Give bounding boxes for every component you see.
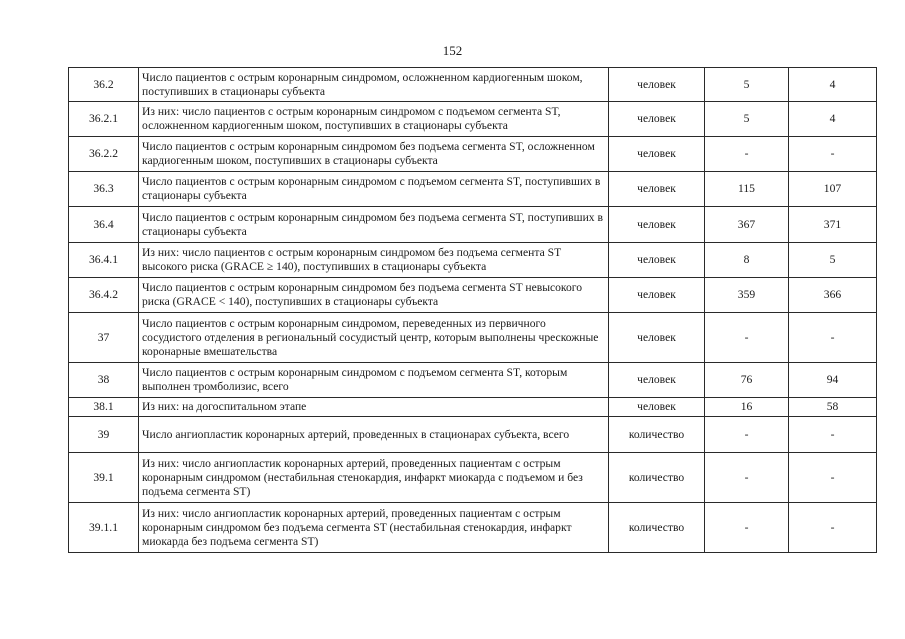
- row-value-2: -: [789, 503, 877, 553]
- row-description: Число пациентов с острым коронарным синдромом без подъема сегмента ST невысокого риска (GRACE < 140), поступивших в стационары субъекта: [139, 278, 609, 313]
- row-code: 39: [69, 417, 139, 453]
- row-unit: количество: [609, 453, 705, 503]
- row-code: 36.4: [69, 207, 139, 243]
- row-value-1: -: [705, 503, 789, 553]
- row-description: Из них: на догоспитальном этапе: [139, 398, 609, 417]
- row-unit: человек: [609, 313, 705, 363]
- row-value-1: 8: [705, 243, 789, 278]
- row-value-2: -: [789, 137, 877, 172]
- row-unit: количество: [609, 503, 705, 553]
- row-code: 36.2: [69, 68, 139, 102]
- row-code: 36.4.1: [69, 243, 139, 278]
- row-code: 36.2.2: [69, 137, 139, 172]
- row-value-1: 115: [705, 172, 789, 207]
- row-value-1: -: [705, 137, 789, 172]
- row-value-2: -: [789, 453, 877, 503]
- row-value-1: 367: [705, 207, 789, 243]
- row-value-2: 58: [789, 398, 877, 417]
- table-row: [69, 207, 877, 243]
- row-value-2: 366: [789, 278, 877, 313]
- table-row: [69, 102, 877, 137]
- row-description: Число пациентов с острым коронарным синдромом, переведенных из первичного сосудистого отделения в региональный сосудистый центр, которым выполнены чрескожные коронарные вмешательства: [139, 313, 609, 363]
- row-value-1: 359: [705, 278, 789, 313]
- row-value-1: 76: [705, 363, 789, 398]
- row-code: 39.1.1: [69, 503, 139, 553]
- row-value-2: 5: [789, 243, 877, 278]
- row-code: 37: [69, 313, 139, 363]
- row-value-2: 94: [789, 363, 877, 398]
- row-value-2: 4: [789, 102, 877, 137]
- row-unit: количество: [609, 417, 705, 453]
- table-row: [69, 172, 877, 207]
- table-row: [69, 137, 877, 172]
- table-row: [69, 503, 877, 553]
- row-description: Число ангиопластик коронарных артерий, проведенных в стационарах субъекта, всего: [139, 417, 609, 453]
- row-unit: человек: [609, 278, 705, 313]
- row-value-2: 371: [789, 207, 877, 243]
- row-unit: человек: [609, 243, 705, 278]
- row-value-1: -: [705, 417, 789, 453]
- row-description: Число пациентов с острым коронарным синдромом с подъемом сегмента ST, поступивших в стационары субъекта: [139, 172, 609, 207]
- row-description: Число пациентов с острым коронарным синдромом, осложненном кардиогенным шоком, поступивших в стационары субъекта: [139, 68, 609, 102]
- row-value-1: 5: [705, 102, 789, 137]
- row-value-1: -: [705, 313, 789, 363]
- row-value-2: 107: [789, 172, 877, 207]
- row-unit: человек: [609, 137, 705, 172]
- row-description: Число пациентов с острым коронарным синдромом без подъема сегмента ST, осложненном кардиогенным шоком, поступивших в стационары субъекта: [139, 137, 609, 172]
- row-description: Из них: число ангиопластик коронарных артерий, проведенных пациентам с острым коронарным синдромом без подъема сегмента ST (нестабильная стенокардия, инфаркт миокарда без подъема сегмента ST): [139, 503, 609, 553]
- row-description: Число пациентов с острым коронарным синдромом без подъема сегмента ST, поступивших в стационары субъекта: [139, 207, 609, 243]
- table-row: [69, 68, 877, 102]
- row-value-1: 5: [705, 68, 789, 102]
- table-row: [69, 313, 877, 363]
- table-row: [69, 243, 877, 278]
- row-code: 36.3: [69, 172, 139, 207]
- row-unit: человек: [609, 363, 705, 398]
- table-row: [69, 278, 877, 313]
- row-code: 36.2.1: [69, 102, 139, 137]
- row-unit: человек: [609, 102, 705, 137]
- row-unit: человек: [609, 207, 705, 243]
- row-code: 38.1: [69, 398, 139, 417]
- row-description: Из них: число ангиопластик коронарных артерий, проведенных пациентам с острым коронарным синдромом (нестабильная стенокардия, инфаркт миокарда с подъемом и без подъема сегмента ST): [139, 453, 609, 503]
- row-code: 39.1: [69, 453, 139, 503]
- row-code: 36.4.2: [69, 278, 139, 313]
- row-description: Из них: число пациентов с острым коронарным синдромом с подъемом сегмента ST, осложненном кардиогенным шоком, поступивших в стационары субъекта: [139, 102, 609, 137]
- table-row: [69, 453, 877, 503]
- row-description: Число пациентов с острым коронарным синдромом с подъемом сегмента ST, которым выполнен тромболизис, всего: [139, 363, 609, 398]
- row-code: 38: [69, 363, 139, 398]
- row-value-2: -: [789, 417, 877, 453]
- row-value-2: 4: [789, 68, 877, 102]
- row-value-1: -: [705, 453, 789, 503]
- row-unit: человек: [609, 68, 705, 102]
- report-table: [68, 67, 877, 553]
- row-description: Из них: число пациентов с острым коронарным синдромом без подъема сегмента ST высокого риска (GRACE ≥ 140), поступивших в стационары субъекта: [139, 243, 609, 278]
- row-unit: человек: [609, 398, 705, 417]
- page-number: 152: [442, 43, 463, 58]
- row-value-2: -: [789, 313, 877, 363]
- table-row: [69, 417, 877, 453]
- table-row: [69, 363, 877, 398]
- row-unit: человек: [609, 172, 705, 207]
- row-value-1: 16: [705, 398, 789, 417]
- table-row: [69, 398, 877, 417]
